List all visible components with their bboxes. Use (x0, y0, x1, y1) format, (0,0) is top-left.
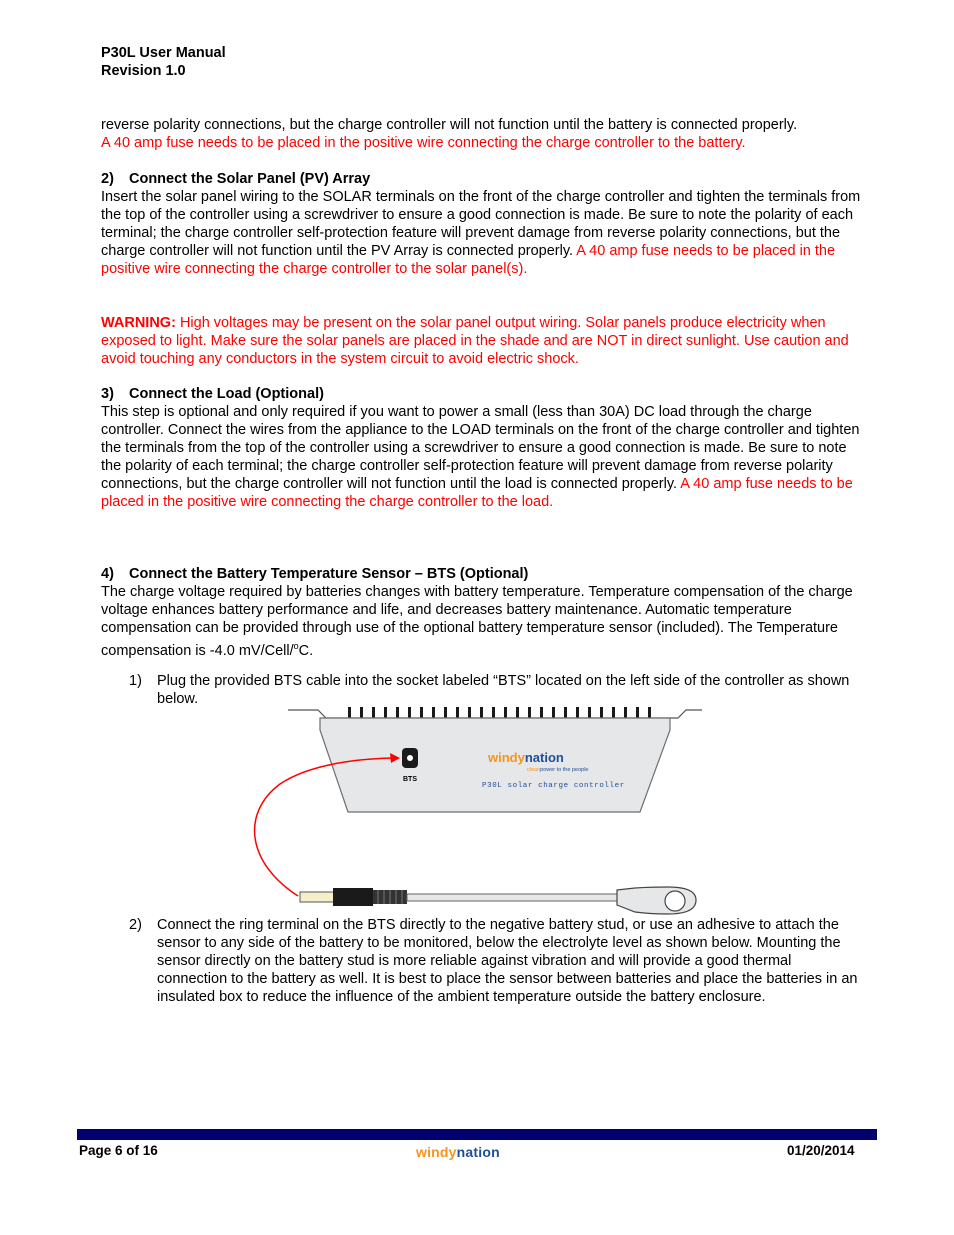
step-item: 1) Plug the provided BTS cable into the socket labeled “BTS” located on the left side of the controller as shown below. (129, 673, 850, 707)
socket-pin (407, 755, 413, 761)
intro-paragraph (101, 116, 861, 152)
section-body: Insert the solar panel wiring to the SOLAR terminals on the front of the charge controller and tighten the terminals from the top of the controller using a screwdriver to ensure a good connection is made. Be sure to note the polarity of each terminal; the charge controller self-protection feature will prevent damage from reverse polarity connections, but the charge controller will not function until the PV Array is connected properly. (101, 189, 861, 259)
heatsink-fin (624, 707, 627, 719)
page-number: Page 6 of 16 (79, 1143, 158, 1158)
heatsink-fin (504, 707, 507, 719)
bts-connection-diagram (240, 704, 710, 919)
warning-text: High voltages may be present on the solar panel output wiring. Solar panels produce electricity when exposed to light. Make sure the solar panels are placed in the shade and are NOT in direct sunlight. Use caution and avoid touching any conductors in the system circuit to avoid electric shock. (101, 315, 849, 367)
section-bts (101, 565, 861, 660)
heatsink-fin (636, 707, 639, 719)
revision-label: Revision 1.0 (101, 63, 186, 79)
heatsink-fin (348, 707, 351, 719)
section-heading: 4) Connect the Battery Temperature Sensor – BTS (Optional) (101, 566, 529, 582)
footer-bar (77, 1129, 877, 1140)
intro-fuse-note: A 40 amp fuse needs to be placed in the positive wire connecting the charge controller to the battery. (101, 135, 746, 151)
heatsink-fin (540, 707, 543, 719)
manual-title: P30L User Manual (101, 45, 226, 61)
heatsink-fin (420, 707, 423, 719)
heatsink-fin (612, 707, 615, 719)
controller-logo: windynation (488, 750, 564, 765)
heatsink-fin (648, 707, 651, 719)
heatsink-fin (384, 707, 387, 719)
footer-logo: windynation (416, 1144, 500, 1160)
heatsink-fin (492, 707, 495, 719)
section-body: The charge voltage required by batteries changes with battery temperature. Temperature compensation of the charge voltage enhances battery performance and life, and decreases battery maintenance. Automatic temperature compensation can be provided through use of the optional battery temperature sensor (included). The Temperature compensation is -4.0 mV/Cell/$^o$C. (101, 584, 853, 659)
controller-product-label: P30L solar charge controller (482, 782, 625, 790)
heatsink-fin (552, 707, 555, 719)
heatsink-fin (360, 707, 363, 719)
controller-tagline: cleanpower to the people (527, 767, 589, 773)
heatsink-fin (372, 707, 375, 719)
section-body: This step is optional and only required if you want to power a small (less than 30A) DC load through the charge controller. Connect the wires from the appliance to the LOAD terminals on the front of the charge controller and tighten the terminals from the top of the controller using a screwdriver to ensure a good connection is made. Be sure to note the polarity of each terminal; the charge controller self-protection feature will prevent damage from reverse polarity connections, but the charge controller will not function until the load is connected properly. (101, 404, 860, 492)
heatsink-fin (468, 707, 471, 719)
intro-text: reverse polarity connections, but the charge controller will not function until the battery is connected properly. (101, 117, 798, 133)
step-item: 2) Connect the ring terminal on the BTS directly to the negative battery stud, or use an adhesive to attach the sensor to any side of the battery to be monitored, below the electrolyte level as shown below. Mounting the sensor directly on the battery stud is more reliable against vibration and will provide a good thermal connection to the battery as well. It is best to place the sensor between batteries and place the batteries in an insulated box to reduce the influence of the ambient temperature outside the battery enclosure. (129, 917, 858, 1005)
heatsink-fin (432, 707, 435, 719)
heatsink-fin (456, 707, 459, 719)
warning-paragraph (101, 314, 861, 368)
section-load (101, 385, 861, 511)
heatsink-fin (480, 707, 483, 719)
fuse-note: A 40 amp fuse needs to be placed in the positive wire connecting the charge controller to the load. (101, 476, 853, 510)
warning-label: WARNING: (101, 315, 176, 331)
heatsink-fin (444, 707, 447, 719)
fuse-note: A 40 amp fuse needs to be placed in the positive wire connecting the charge controller to the solar panel(s). (101, 243, 836, 277)
heatsink-fin (396, 707, 399, 719)
heatsink-fin (516, 707, 519, 719)
ring-hole (665, 891, 685, 911)
heatsink-fins (348, 707, 651, 719)
section-solar-panel (101, 170, 861, 278)
document-header (101, 44, 226, 80)
controller-body (320, 718, 670, 812)
heatsink-fin (408, 707, 411, 719)
plug-body (333, 888, 373, 906)
heatsink-fin (528, 707, 531, 719)
footer-date: 01/20/2014 (787, 1143, 855, 1158)
heatsink-fin (576, 707, 579, 719)
heatsink-fin (564, 707, 567, 719)
plug-tip (300, 892, 334, 902)
sensor-cable (407, 894, 617, 901)
heatsink-fin (600, 707, 603, 719)
heatsink-fin (588, 707, 591, 719)
section-heading: 3) Connect the Load (Optional) (101, 386, 324, 402)
socket-label: BTS (403, 776, 417, 783)
section-heading: 2) Connect the Solar Panel (PV) Array (101, 171, 371, 187)
